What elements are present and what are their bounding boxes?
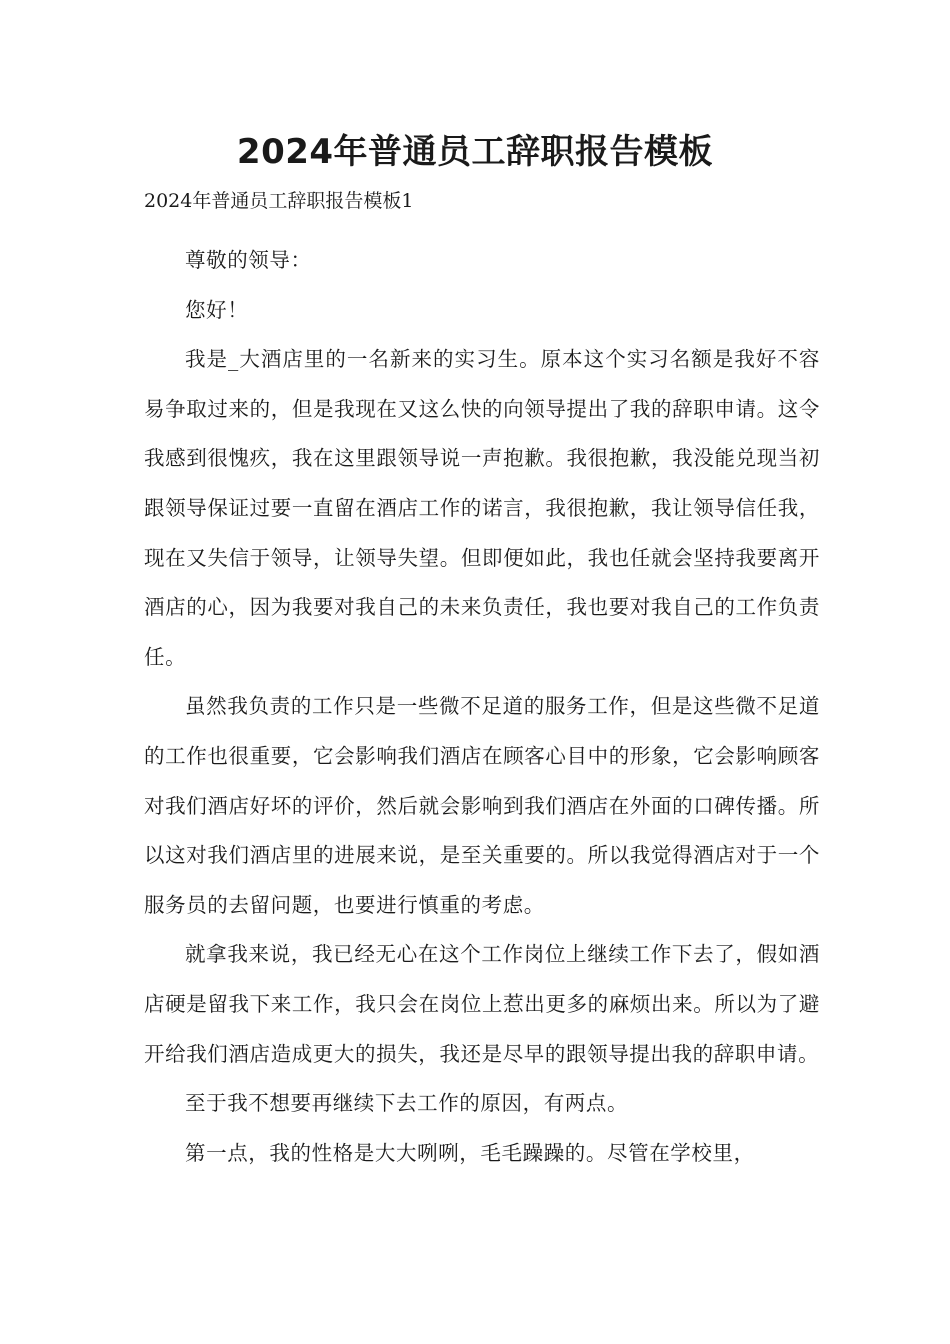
body-paragraph: 虽然我负责的工作只是一些微不足道的服务工作，但是这些微不足道的工作也很重要，它会影响我们酒店在顾客心目中的形象，它会影响顾客对我们酒店好坏的评价，然后就会影响到我们酒店在外面的口碑传播。所以这对我们酒店里的进展来说，是至关重要的。所以我觉得酒店对于一个服务员的去留问题，也要进行慎重的考虑。	[144, 694, 820, 917]
document-subtitle: 2024年普通员工辞职报告模板1	[144, 190, 414, 212]
salutation: 尊敬的领导：	[185, 248, 312, 272]
body-paragraph: 至于我不想要再继续下去工作的原因，有两点。	[185, 1091, 629, 1116]
body-paragraph: 就拿我来说，我已经无心在这个工作岗位上继续工作下去了，假如酒店硬是留我下来工作，我只会在岗位上惹出更多的麻烦出来。所以为了避开给我们酒店造成更大的损失，我还是尽早的跟领导提出我的辞职申请。	[144, 942, 820, 1066]
document-title: 2024年普通员工辞职报告模板	[236, 132, 714, 172]
greeting: 您好！	[185, 297, 249, 322]
document-body	[144, 236, 820, 1178]
body-paragraph: 我是_大酒店里的一名新来的实习生。原本这个实习名额是我好不容易争取过来的，但是我现在又这么快的向领导提出了我的辞职申请。这令我感到很愧疚，我在这里跟领导说一声抱歉。我很抱歉，我没能兑现当初跟领导保证过要一直留在酒店工作的诺言，我很抱歉，我让领导信任我，现在又失信于领导，让领导失望。但即便如此，我也任就会坚持我要离开酒店的心，因为我要对我自己的未来负责任，我也要对我自己的工作负责任。	[144, 347, 820, 669]
body-paragraph: 第一点，我的性格是大大咧咧，毛毛躁躁的。尽管在学校里，	[185, 1140, 755, 1165]
